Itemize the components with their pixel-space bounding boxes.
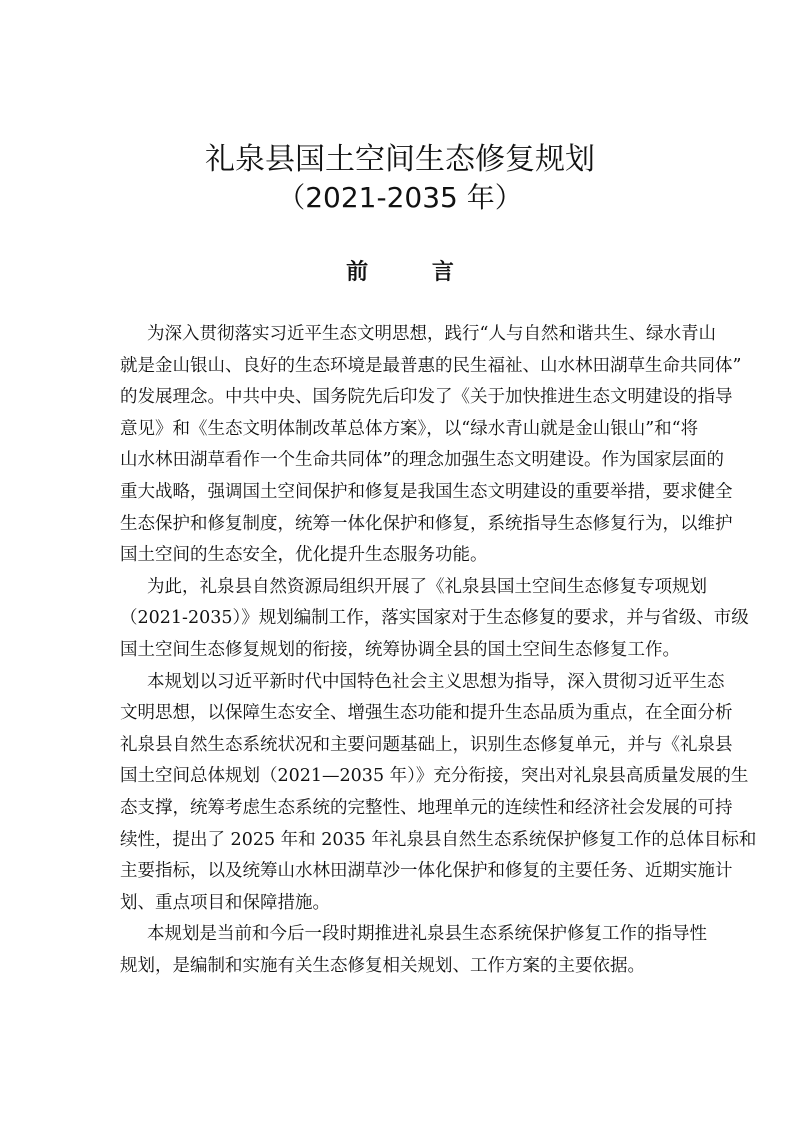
paragraph-line: 续性，提出了 2025 年和 2035 年礼泉县自然生态系统保护修复工作的总体目标和 — [120, 829, 757, 850]
paragraph-line: 为此，礼泉县自然资源局组织开展了《礼泉县国土空间生态修复专项规划 — [147, 576, 707, 597]
paragraph-line: 国土空间的生态安全，优化提升生态服务功能。 — [120, 545, 488, 566]
paragraph — [120, 667, 757, 920]
paragraph-line: 为深入贯彻落实习近平生态文明思想，践行“人与自然和谐共生、绿水青山 — [147, 324, 716, 344]
paragraph-line: 礼泉县自然生态系统状况和主要问题基础上，识别生态修复单元，并与《礼泉县 — [120, 734, 733, 755]
paragraph-line: 生态保护和修复制度，统筹一体化保护和修复，系统指导生态修复行为，以维护 — [120, 513, 733, 534]
paragraph-line: 重大战略，强调国土空间保护和修复是我国生态文明建设的重要举措，要求健全 — [120, 481, 733, 502]
paragraph-line: 国土空间总体规划（2021—2035 年）》充分衔接，突出对礼泉县高质量发展的生 — [120, 766, 749, 787]
paragraph-line: 本规划是当前和今后一段时期推进礼泉县生态系统保护修复工作的指导性 — [147, 924, 707, 945]
paragraph-line: 的发展理念。中共中央、国务院先后印发了《关于加快推进生态文明建设的指导 — [120, 387, 733, 408]
paragraph-line: 划、重点项目和保障措施。 — [120, 892, 330, 913]
document-title: 礼泉县国土空间生态修复规划 — [205, 142, 595, 177]
section-heading: 前 言 — [346, 260, 482, 285]
paragraph — [120, 919, 707, 982]
paragraph-line: 规划，是编制和实施有关生态修复相关规划、工作方案的主要依据。 — [120, 955, 645, 976]
paragraph-line: 文明思想，以保障生态安全、增强生态功能和提升生态品质为重点，在全面分析 — [120, 703, 733, 724]
document-body — [120, 319, 757, 982]
paragraph — [120, 572, 749, 667]
paragraph-line: 主要指标，以及统筹山水林田湖草沙一体化保护和修复的主要任务、近期实施计 — [120, 861, 733, 882]
paragraph-line: 态支撑，统筹考虑生态系统的完整性、地理单元的连续性和经济社会发展的可持 — [120, 797, 733, 818]
document-subtitle: （2021-2035 年） — [277, 181, 523, 214]
paragraph-line: 国土空间生态修复规划的衔接，统筹协调全县的国土空间生态修复工作。 — [120, 639, 680, 660]
paragraph-line: 就是金山银山、良好的生态环境是最普惠的民生福祉、山水林田湖草生命共同体” — [120, 355, 742, 376]
paragraph-line: 山水林田湖草看作一个生命共同体”的理念加强生态文明建设。作为国家层面的 — [120, 450, 724, 471]
paragraph-line: 本规划以习近平新时代中国特色社会主义思想为指导，深入贯彻习近平生态 — [147, 671, 725, 692]
paragraph-line: 意见》和《生态文明体制改革总体方案》，以“绿水青山就是金山银山”和“将 — [120, 418, 699, 439]
paragraph-line: （2021-2035）》规划编制工作，落实国家对于生态修复的要求，并与省级、市级 — [120, 608, 749, 629]
paragraph — [120, 319, 742, 572]
